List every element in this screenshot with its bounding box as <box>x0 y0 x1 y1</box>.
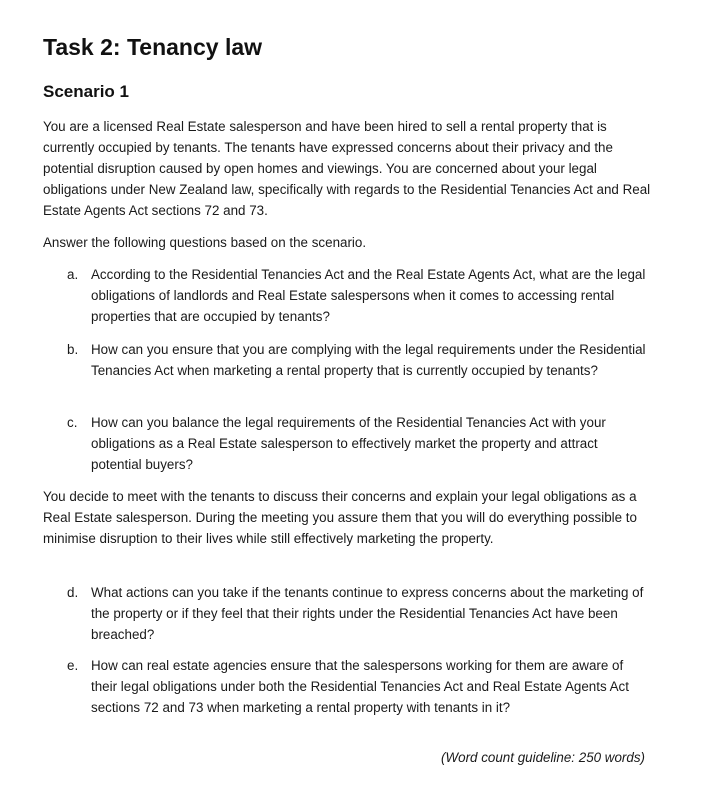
question-text: What actions can you take if the tenants continue to express concerns about the marketing of the property or if they feel that their rights under the Residential Tenancies Act have been breached? <box>91 585 644 642</box>
question-marker: e. <box>67 658 79 673</box>
question-a <box>67 264 653 327</box>
word-count-guideline: (Word count guideline: 250 words) <box>441 750 645 765</box>
question-marker: d. <box>67 585 79 600</box>
question-text: How can you balance the legal requirements of the Residential Tenancies Act with your obligations as a Real Estate salesperson to effectively market the property and attract potential buyers? <box>91 415 606 472</box>
meeting-paragraph: You decide to meet with the tenants to discuss their concerns and explain your legal obligations as a Real Estate salesperson. During the meeting you assure them that you will do everything possible to minimise disruption to their lives while still effectively marketing the property. <box>43 489 637 546</box>
question-e <box>67 655 653 718</box>
question-marker: b. <box>67 342 79 357</box>
question-marker: a. <box>67 267 79 282</box>
page-title: Task 2: Tenancy law <box>43 34 263 60</box>
question-marker: c. <box>67 415 78 430</box>
scenario-heading: Scenario 1 <box>43 82 129 101</box>
question-c <box>67 412 653 475</box>
question-text: According to the Residential Tenancies Act and the Real Estate Agents Act, what are the legal obligations of landlords and Real Estate salespersons when it comes to accessing rental properties that are occupied by tenants? <box>91 267 646 324</box>
question-b <box>67 339 653 381</box>
question-d <box>67 582 653 645</box>
question-text: How can you ensure that you are complying with the legal requirements under the Residential Tenancies Act when marketing a rental property that is currently occupied by tenants? <box>91 342 646 378</box>
instruction-text: Answer the following questions based on the scenario. <box>43 235 367 250</box>
intro-paragraph: You are a licensed Real Estate salesperson and have been hired to sell a rental property that is currently occupied by tenants. The tenants have expressed concerns about their privacy and the potential disruption caused by open homes and viewings. You are concerned about your legal obligations under New Zealand law, specifically with regards to the Residential Tenancies Act and Real Estate Agents Act sections 72 and 73. <box>43 119 651 218</box>
question-text: How can real estate agencies ensure that the salespersons working for them are aware of their legal obligations under both the Residential Tenancies Act and Real Estate Agents Act sections 72 and 73 when marketing a rental property with tenants in it? <box>91 658 629 715</box>
